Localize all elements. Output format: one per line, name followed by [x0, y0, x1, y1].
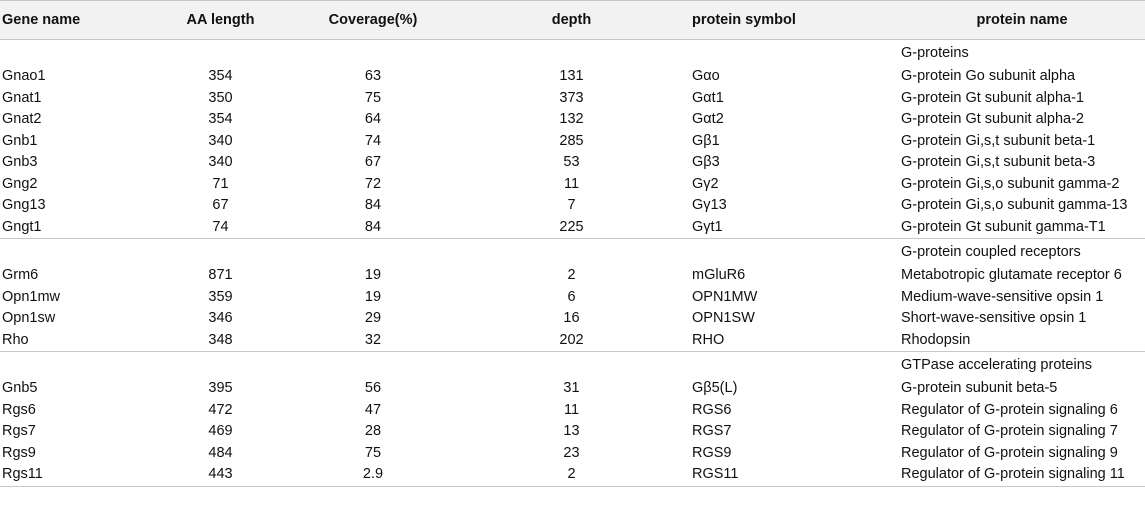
cell-aa-length: 340: [208, 132, 233, 149]
cell-depth: 132: [559, 111, 584, 127]
cell-protein-name: G-protein Go subunit alpha: [901, 68, 1076, 84]
cell-coverage: 56: [364, 380, 382, 396]
cell-depth: 53: [563, 154, 580, 170]
cell-aa-length: 348: [208, 331, 233, 348]
table-row: [0, 131, 1145, 153]
table-row: [0, 174, 1145, 196]
cell-aa-length: 340: [208, 154, 233, 170]
cell-protein-name: G-protein Gi,s,t subunit beta-1: [901, 132, 1096, 149]
header-protein-symbol: protein symbol: [690, 1, 899, 40]
empty-cell: [453, 40, 690, 67]
cell-gene-name: Rho: [2, 331, 29, 348]
cell-coverage: 64: [364, 111, 382, 127]
cell-gene-name: Opn1mw: [2, 288, 61, 305]
cell-coverage: 28: [364, 423, 382, 439]
cell-gene-name: Gnb5: [2, 380, 38, 396]
cell-gene-name: Rgs9: [2, 444, 36, 461]
cell-depth: 11: [563, 401, 580, 418]
cell-gene-name: Gnb1: [2, 132, 38, 149]
cell-gene-name: Gnat2: [2, 111, 42, 127]
cell-aa-length: 354: [208, 111, 233, 127]
table-row: [0, 66, 1145, 88]
cell-coverage: 19: [364, 267, 382, 283]
cell-depth: 6: [567, 288, 576, 305]
cell-aa-length: 484: [208, 444, 233, 461]
cell-gene-name: Gngt1: [2, 218, 42, 235]
table-row: [0, 287, 1145, 309]
table-row: [0, 421, 1145, 443]
cell-gene-name: Rgs11: [0, 464, 148, 486]
cell-aa-length: 346: [208, 310, 233, 326]
cell-coverage: 63: [364, 68, 382, 84]
cell-protein-symbol: RHO: [692, 331, 725, 348]
cell-coverage: 72: [364, 175, 382, 192]
category-label: G-protein coupled receptors: [899, 239, 1145, 266]
table-row: [0, 265, 1145, 287]
cell-protein-symbol: OPN1SW: [692, 310, 755, 326]
category-row: [0, 239, 1145, 266]
cell-protein-symbol: RGS9: [692, 444, 732, 461]
empty-cell: [0, 40, 148, 67]
cell-gene-name: Gng13: [2, 197, 46, 213]
cell-aa-length: 871: [208, 267, 233, 283]
cell-protein-symbol: Gγ13: [692, 197, 727, 213]
header-gene-name: Gene name: [0, 1, 148, 40]
cell-coverage: 47: [364, 401, 382, 418]
cell-coverage: 84: [364, 197, 382, 213]
cell-protein-name: Rhodopsin: [901, 331, 971, 348]
cell-protein-symbol: Gβ3: [692, 154, 720, 170]
cell-coverage: 19: [364, 288, 382, 305]
cell-depth: 13: [563, 423, 580, 439]
cell-coverage: 29: [364, 310, 382, 326]
cell-protein-symbol: Gαt1: [692, 89, 724, 106]
cell-depth: 285: [559, 132, 584, 149]
empty-cell: [690, 352, 899, 379]
cell-protein-name: Metabotropic glutamate receptor 6: [901, 267, 1122, 283]
cell-depth: 373: [559, 89, 584, 106]
table-row: [0, 308, 1145, 330]
cell-aa-length: 67: [212, 197, 229, 213]
cell-depth: 31: [563, 380, 580, 396]
cell-aa-length: 472: [208, 401, 233, 418]
cell-protein-name: G-protein Gt subunit alpha-2: [901, 111, 1084, 127]
cell-protein-name: G-protein Gi,s,o subunit gamma-13: [901, 197, 1128, 213]
table-row: [0, 152, 1145, 174]
cell-protein-name: Medium-wave-sensitive opsin 1: [901, 288, 1104, 305]
cell-depth: 2: [567, 267, 576, 283]
empty-cell: [148, 352, 293, 379]
cell-depth: 2: [453, 464, 690, 486]
empty-cell: [690, 239, 899, 266]
cell-protein-symbol: RGS6: [692, 401, 732, 418]
cell-protein-name: Regulator of G-protein signaling 6: [901, 401, 1118, 418]
cell-aa-length: 350: [208, 89, 233, 106]
table-row: [0, 88, 1145, 110]
cell-protein-symbol: Gγ2: [692, 175, 719, 192]
cell-gene-name: Opn1sw: [2, 310, 56, 326]
table-body: [0, 40, 1145, 487]
cell-aa-length: 443: [148, 464, 293, 486]
cell-protein-symbol: Gβ1: [692, 132, 720, 149]
cell-coverage: 84: [364, 218, 382, 235]
cell-gene-name: Rgs6: [2, 401, 36, 418]
cell-protein-symbol: Gαo: [692, 68, 720, 84]
cell-protein-symbol: Gαt2: [692, 111, 724, 127]
cell-protein-name: G-protein Gi,s,o subunit gamma-2: [901, 175, 1120, 192]
cell-coverage: 67: [364, 154, 382, 170]
cell-coverage: 75: [364, 444, 382, 461]
table-row: [0, 400, 1145, 422]
cell-gene-name: Grm6: [2, 267, 39, 283]
cell-protein-name: Short-wave-sensitive opsin 1: [901, 310, 1087, 326]
cell-gene-name: Gng2: [2, 175, 38, 192]
cell-aa-length: 469: [208, 423, 233, 439]
header-row: [0, 1, 1145, 40]
cell-aa-length: 354: [208, 68, 233, 84]
cell-protein-name: G-protein Gt subunit alpha-1: [901, 89, 1084, 106]
cell-depth: 7: [567, 197, 576, 213]
cell-aa-length: 395: [208, 380, 233, 396]
cell-protein-name: G-protein Gi,s,t subunit beta-3: [901, 154, 1096, 170]
cell-coverage: 74: [364, 132, 382, 149]
empty-cell: [293, 352, 453, 379]
header-protein-name: protein name: [899, 1, 1145, 40]
cell-aa-length: 74: [212, 218, 229, 235]
cell-coverage: 75: [364, 89, 382, 106]
table-row: [0, 217, 1145, 239]
cell-coverage: 2.9: [293, 464, 453, 486]
cell-gene-name: Gnb3: [2, 154, 38, 170]
cell-aa-length: 359: [208, 288, 233, 305]
cell-aa-length: 71: [212, 175, 229, 192]
table-row: [0, 109, 1145, 131]
table-row: [0, 330, 1145, 352]
cell-coverage: 32: [364, 331, 382, 348]
table-row: [0, 443, 1145, 465]
cell-protein-symbol: RGS11: [690, 464, 899, 486]
cell-depth: 202: [559, 331, 584, 348]
cell-protein-name: G-protein subunit beta-5: [901, 380, 1058, 396]
table-row: [0, 464, 1145, 486]
empty-cell: [293, 239, 453, 266]
cell-protein-name: Regulator of G-protein signaling 7: [901, 423, 1118, 439]
category-label: G-proteins: [901, 45, 969, 61]
table-row: [0, 378, 1145, 400]
empty-cell: [148, 239, 293, 266]
table-row: [0, 195, 1145, 217]
category-label: GTPase accelerating proteins: [899, 352, 1145, 379]
header-depth: depth: [453, 1, 690, 40]
empty-cell: [690, 40, 899, 67]
cell-depth: 23: [563, 444, 580, 461]
cell-protein-name: Regulator of G-protein signaling 9: [901, 444, 1118, 461]
cell-protein-name: Regulator of G-protein signaling 11: [899, 464, 1145, 486]
cell-gene-name: Gnao1: [2, 68, 46, 84]
cell-protein-symbol: RGS7: [692, 423, 732, 439]
empty-cell: [0, 239, 148, 266]
cell-protein-symbol: mGluR6: [692, 267, 746, 283]
cell-protein-symbol: Gγt1: [692, 218, 723, 235]
cell-depth: 11: [563, 175, 580, 192]
header-aa-length: AA length: [148, 1, 293, 40]
empty-cell: [453, 352, 690, 379]
cell-depth: 16: [563, 310, 580, 326]
cell-gene-name: Rgs7: [2, 423, 36, 439]
cell-protein-name: G-protein Gt subunit gamma-T1: [901, 218, 1106, 235]
cell-depth: 225: [559, 218, 584, 235]
cell-gene-name: Gnat1: [2, 89, 42, 106]
cell-depth: 131: [559, 68, 584, 84]
empty-cell: [293, 40, 453, 67]
empty-cell: [0, 352, 148, 379]
empty-cell: [453, 239, 690, 266]
cell-protein-symbol: OPN1MW: [692, 288, 758, 305]
empty-cell: [148, 40, 293, 67]
category-row: [0, 352, 1145, 379]
category-row: [0, 40, 1145, 67]
header-coverage: Coverage(%): [293, 1, 453, 40]
cell-protein-symbol: Gβ5(L): [692, 380, 738, 396]
